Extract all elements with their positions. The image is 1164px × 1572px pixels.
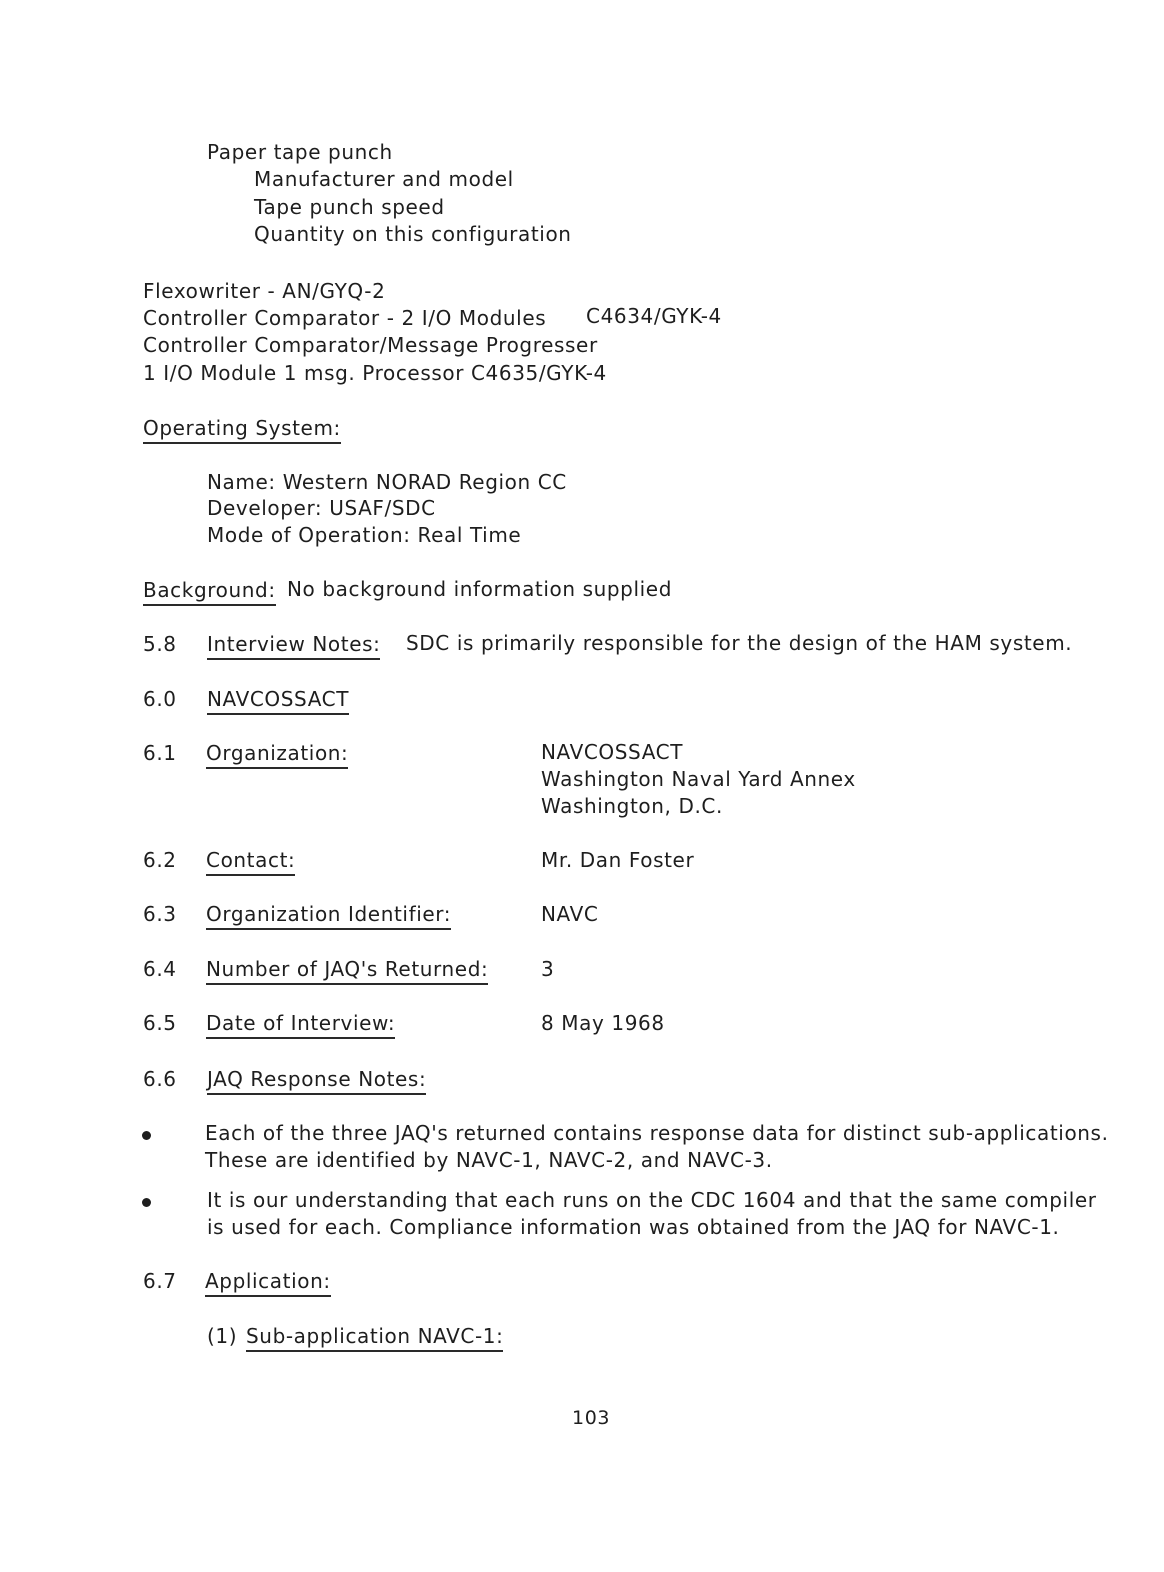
sub-application-label: Sub-application NAVC-1: xyxy=(246,1324,503,1352)
section-number: 6.1 xyxy=(143,741,177,765)
tape-punch-heading: Paper tape punch xyxy=(207,140,393,164)
section-number: 6.0 xyxy=(143,687,177,711)
section-number: 6.4 xyxy=(143,957,177,981)
controller-comparator-line: Controller Comparator - 2 I/O Modules xyxy=(143,306,547,330)
application-label: Application: xyxy=(205,1269,331,1297)
section-number: 6.6 xyxy=(143,1067,177,1091)
sub-application-number: (1) xyxy=(207,1324,238,1348)
organization-label: Organization: xyxy=(206,741,348,769)
jaqs-returned-label: Number of JAQ's Returned: xyxy=(206,957,488,985)
section-title: NAVCOSSACT xyxy=(207,687,349,715)
operating-system-heading: Operating System: xyxy=(143,416,341,444)
bullet-text: Each of the three JAQ's returned contains response data for distinct sub-applications. xyxy=(205,1121,1109,1145)
bullet-icon xyxy=(142,1198,151,1207)
background-label: Background: xyxy=(143,578,276,606)
contact-label: Contact: xyxy=(206,848,295,876)
flexowriter-line: Flexowriter - AN/GYQ-2 xyxy=(143,279,386,303)
tape-punch-item: Tape punch speed xyxy=(254,195,445,219)
io-module-line: 1 I/O Module 1 msg. Processor C4635/GYK-4 xyxy=(143,361,607,385)
interview-notes-text: SDC is primarily responsible for the design of the HAM system. xyxy=(406,631,1073,655)
jaq-response-notes-label: JAQ Response Notes: xyxy=(207,1067,426,1095)
os-mode: Mode of Operation: Real Time xyxy=(207,523,522,547)
bullet-icon xyxy=(142,1131,151,1140)
section-number: 6.5 xyxy=(143,1011,177,1035)
contact-value: Mr. Dan Foster xyxy=(541,848,695,872)
organization-value: Washington, D.C. xyxy=(541,794,723,818)
section-number: 5.8 xyxy=(143,632,177,656)
os-developer: Developer: USAF/SDC xyxy=(207,496,436,520)
bullet-text: These are identified by NAVC-1, NAVC-2, and NAVC-3. xyxy=(205,1148,773,1172)
organization-value: Washington Naval Yard Annex xyxy=(541,767,856,791)
controller-comparator-code: C4634/GYK-4 xyxy=(586,304,722,328)
os-name: Name: Western NORAD Region CC xyxy=(207,470,567,494)
interview-notes-label: Interview Notes: xyxy=(207,632,380,660)
tape-punch-item: Quantity on this configuration xyxy=(254,222,572,246)
jaqs-returned-value: 3 xyxy=(541,957,555,981)
organization-identifier-label: Organization Identifier: xyxy=(206,902,451,930)
tape-punch-item: Manufacturer and model xyxy=(254,167,514,191)
organization-value: NAVCOSSACT xyxy=(541,740,684,764)
section-number: 6.7 xyxy=(143,1269,177,1293)
organization-identifier-value: NAVC xyxy=(541,902,599,926)
interview-date-label: Date of Interview: xyxy=(206,1011,395,1039)
section-number: 6.2 xyxy=(143,848,177,872)
section-number: 6.3 xyxy=(143,902,177,926)
background-text: No background information supplied xyxy=(287,577,672,601)
bullet-text: It is our understanding that each runs on the CDC 1604 and that the same compiler xyxy=(207,1188,1097,1212)
controller-message-line: Controller Comparator/Message Progresser xyxy=(143,333,598,357)
page-number: 103 xyxy=(572,1407,611,1429)
interview-date-value: 8 May 1968 xyxy=(541,1011,665,1035)
bullet-text: is used for each. Compliance information was obtained from the JAQ for NAVC-1. xyxy=(207,1215,1060,1239)
